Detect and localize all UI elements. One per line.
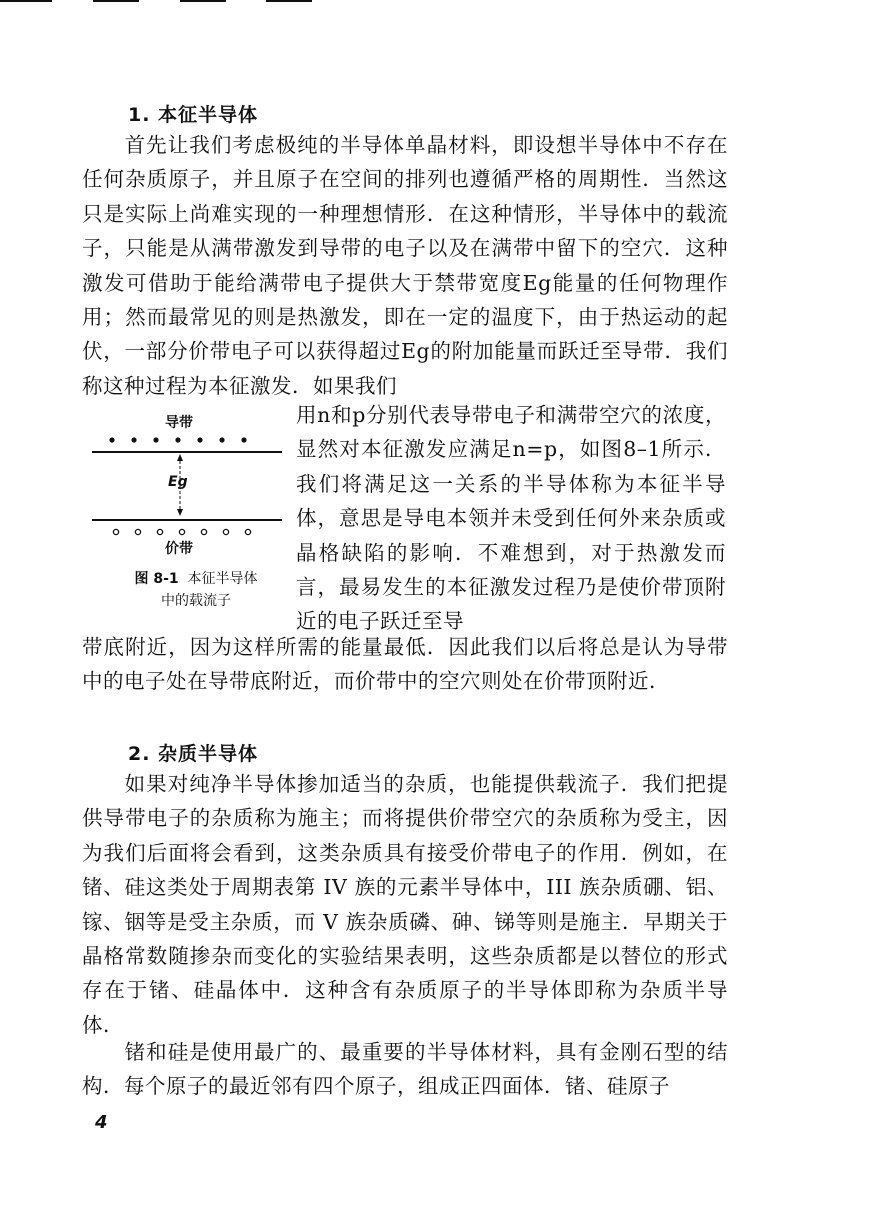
figure-caption xyxy=(96,568,296,612)
top-rule xyxy=(0,0,52,2)
section-1-heading: 1. 本征半导体 xyxy=(128,104,259,126)
section-2-paragraph-2 xyxy=(82,1035,728,1104)
section-2-paragraph-2-text: 锗和硅是使用最广的、最重要的半导体材料，具有金刚石型的结构．每个原子的最近邻有四个原子，组成正四面体．锗、硅原子 xyxy=(82,1040,728,1099)
conduction-electrons xyxy=(109,437,246,442)
section-2-heading: 2. 杂质半导体 xyxy=(128,743,259,765)
top-rule xyxy=(180,0,226,2)
gap-label: Eg xyxy=(168,474,188,490)
section-1-paragraph-tail: 带底附近，因为这样所需的能量最低．因此我们以后将总是认为导带中的电子处在导带底附近，而价带中的空穴则处在价带顶附近． xyxy=(82,635,728,694)
valence-holes xyxy=(113,529,250,534)
conduction-band-label: 导带 xyxy=(165,415,193,431)
valence-band-label: 价带 xyxy=(165,541,193,557)
section-1-paragraph-text: 首先让我们考虑极纯的半导体单晶材料，即设想半导体中不存在任何杂质原子，并且原子在空间的排列也遵循严格的周期性．当然这只是实际上尚难实现的一种理想情形．在这种情形，半导体中的载流子，只能是从满带激发到导带的电子以及在满带中留下的空穴．这种激发可借助于能给满带电子提供大于禁带宽度Eg能量的任何物理作用；然而最常见的则是热激发，即在一定的温度下，由于热运动的起伏，一部分价带电子可以获得超过Eg的附加能量而跃迁至导带．我们称这种过程为本征激发．如果我们 xyxy=(82,133,728,398)
section-1-paragraph xyxy=(82,128,728,403)
top-rule xyxy=(93,0,139,2)
top-rule xyxy=(266,0,312,2)
section-2-paragraph-1-text: 如果对纯净半导体掺加适当的杂质，也能提供载流子．我们把提供导带电子的杂质称为施主；而将提供价带空穴的杂质称为受主，因为我们后面将会看到，这类杂质具有接受价带电子的作用．例如，在锗、硅这类处于周期表第 IV 族的元素半导体中，III 族杂质硼、铝、镓、铟等是受主杂质，而 V 族杂质磷、砷、锑等则是施主．早期关于晶格常数随掺杂而变化的实验结果表明，这些杂质都是以替位的形式存在于锗、硅晶体中．这种含有杂质原子的半导体即称为杂质半导体． xyxy=(82,772,728,1037)
caption-line-1: 本征半导体 xyxy=(187,571,258,587)
figure-wrap-text: 用n和p分别代表导带电子和满带空穴的浓度，显然对本征激发应满足n=p，如图8–1所示．我们将满足这一关系的半导体称为本征半导体，意思是导电本领并未受到任何外来杂质或晶格缺陷的影响．不难想到，对于热激发而言，最易发生的本征激发过程乃是使价带顶附近的电子跃迁至导 xyxy=(296,403,726,634)
caption-line-2: 中的载流子 xyxy=(161,593,231,609)
figure-8-1 xyxy=(90,410,290,625)
caption-number: 图 8-1 xyxy=(134,571,179,587)
page-number: 4 xyxy=(95,1112,108,1133)
section-2-paragraph-1 xyxy=(82,767,728,1042)
